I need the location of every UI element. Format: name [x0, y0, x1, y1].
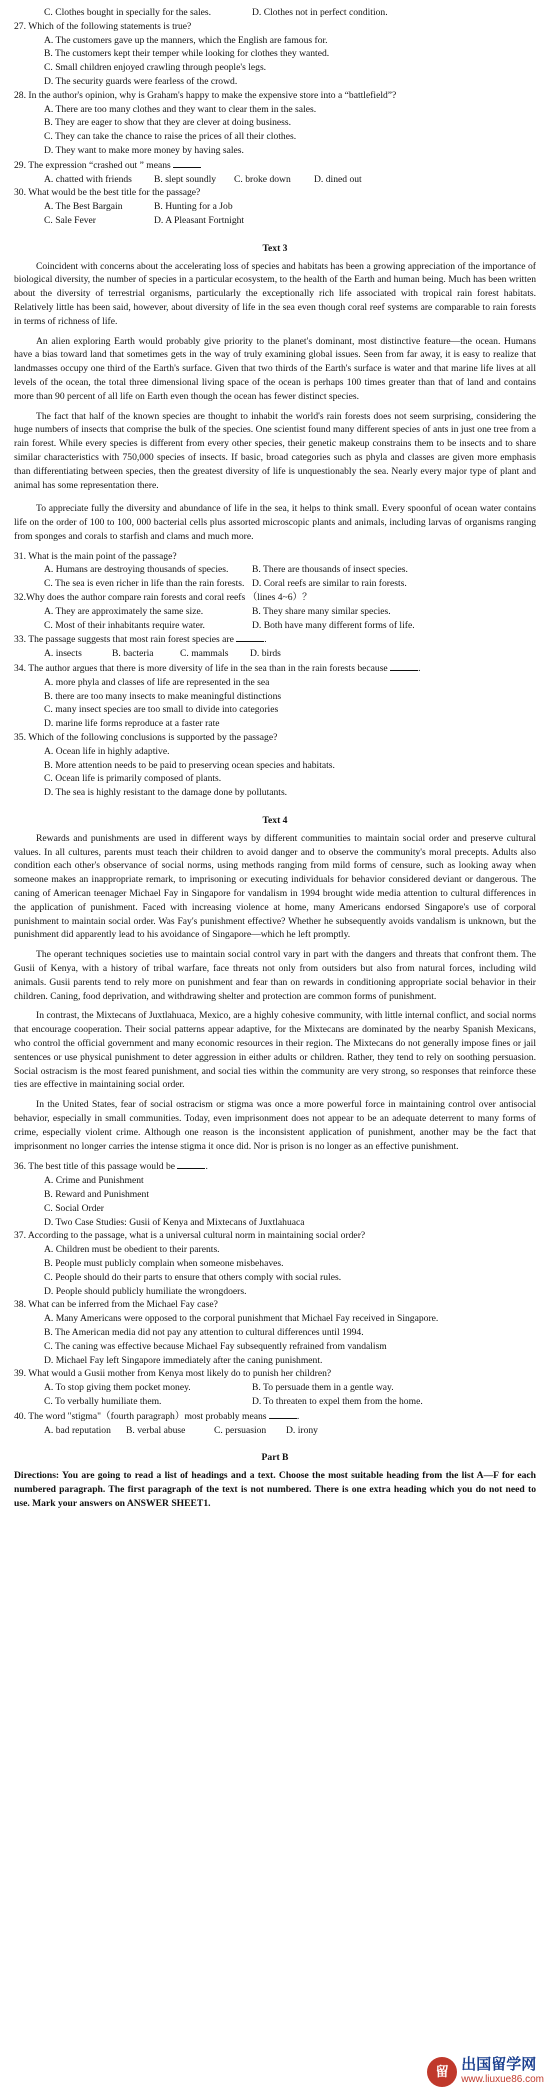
option-text: D. marine life forms reproduce at a faster rate	[44, 718, 220, 730]
option-text: C. Small children enjoyed crawling through people's legs.	[44, 62, 267, 74]
option-text: C. mammals	[180, 648, 229, 660]
option-text: C. Ocean life is primarily composed of plants.	[44, 773, 222, 785]
question-40	[14, 1409, 536, 1438]
passage-paragraph: To appreciate fully the diversity and abundance of life in the sea, it helps to think small. Every spoonful of ocean water contains life on the order of 100 to 100, 000 bacterial cells plus assorted microscopic plants and animals, including larvas of organisms ranging from sponges and corals to starfish and clams and much more.	[14, 503, 536, 542]
option-text: D. A Pleasant Fortnight	[154, 214, 245, 226]
option-text: C. The sea is even richer in life than the rain forests.	[44, 578, 245, 590]
option-text: A. Ocean life in highly adaptive.	[44, 745, 170, 757]
watermark-title: 出国留学网	[461, 2055, 537, 2073]
answer-blank	[236, 632, 264, 642]
question-stem: 32.Why does the author compare rain forests and coral reefs （lines 4~6）？	[14, 592, 312, 604]
question-stem: 28. In the author's opinion, why is Graham's happy to make the expensive store into a “battlefield”?	[14, 89, 397, 101]
question-stem: 34. The author argues that there is more diversity of life in the sea than in the rain forests because	[14, 663, 388, 675]
watermark-text	[461, 2057, 544, 2087]
option-text: C. broke down	[234, 173, 291, 185]
watermark-logo-icon: 留	[427, 2057, 457, 2087]
question-stem-line: 36. The best title of this passage would be .	[14, 1161, 208, 1173]
passage-paragraph: The operant techniques societies use to maintain social control vary in part with the dangers and threats that confront them. The Gusii of Kenya, with a history of tribal warfare, face threats not only from outsiders but also from natural forces, including wild animals. Gusii parents tend to rely more on punishment and fear than on rewards in conditioning appropriate social behavior in their children. Caning, food deprivation, and withdrawing shelter and protection are common forms of punishment.	[14, 949, 536, 1002]
question-stem: 29. The expression “crashed out ” means	[14, 159, 171, 171]
answer-blank	[173, 158, 201, 168]
option-text: D. The security guards were fearless of the crowd.	[44, 75, 238, 87]
options-row	[44, 647, 536, 661]
watermark-url: www.liuxue86.com	[461, 2074, 544, 2085]
option-text: C. The caning was effective because Michael Fay subsequently refrained from vandalism	[44, 1340, 387, 1352]
passage-paragraph: In contrast, the Mixtecans of Juxtlahuaca, Mexico, are a highly cohesive community, with little internal conflict, and social norms that encourage cooperation. Their social patterns appear adaptive, for the Mixtecans are dominated by the nearby Spanish Mexicans, who control the official government and many economic resources in their region. The Mixtecans do not generally impose fines or jail sentences or use physical punishment to deter aggression in either adults or children. Rather, they tend to rely on soothing persuasion. Social ostracism is the most feared punishment, and social ties within the community are very strong, so responses that reinforce these ties are effective in maintaining social order.	[14, 1010, 536, 1091]
options-row	[44, 214, 536, 228]
option-text: B. Reward and Punishment	[44, 1188, 149, 1200]
option-text: A. bad reputation	[44, 1424, 111, 1436]
options-row	[44, 563, 536, 577]
option-text: A. chatted with friends	[44, 173, 132, 185]
options-row	[44, 173, 536, 187]
option-text: B. There are thousands of insect species.	[252, 564, 408, 576]
passage-paragraph: Coincident with concerns about the accelerating loss of species and habitats has been a growing appreciation of the importance of biological diversity, the number of species in a particular ecosystem, to the health of the Earth and human being. Much has been written about the diversity of terrestrial organisms, particularly the exceptionally rich life associated with tropical rain forest habitats. Relatively little has been said, however, about diversity of life in the sea even though coral reef systems are comparable to rain forests in terms of richness of life.	[14, 260, 536, 327]
option-text: C. Social Order	[44, 1202, 104, 1214]
option-text: A. There are too many clothes and they want to clear them in the sales.	[44, 103, 317, 115]
question-stem-line: 40. The word "stigma"（fourth paragraph）most probably means .	[14, 1410, 300, 1422]
options-row	[44, 1424, 536, 1438]
option-text: A. Crime and Punishment	[44, 1175, 144, 1187]
option-text: A. Children must be obedient to their parents.	[44, 1244, 220, 1256]
question-stem-line: 33. The passage suggests that most rain forest species are .	[14, 634, 267, 646]
option-text: B. there are too many insects to make meaningful distinctions	[44, 690, 282, 702]
option-text: C. Sale Fever	[44, 214, 96, 226]
question-stem: 39. What would a Gusii mother from Kenya most likely do to punish her children?	[14, 1368, 332, 1380]
question-stem: 35. Which of the following conclusions is supported by the passage?	[14, 732, 278, 744]
question-36	[14, 1159, 536, 1229]
question-stem: 38. What can be inferred from the Michael Fay case?	[14, 1299, 218, 1311]
directions-text: Directions: You are going to read a list of headings and a text. Choose the most suitable heading from the list A—F for each numbered paragraph. The first paragraph of the text is not numbered. There is one extra heading which you do not need to use. Mark your answers on ANSWER SHEET1.	[14, 1470, 536, 1509]
passage-paragraph: In the United States, fear of social ostracism or stigma was once a more powerful force in maintaining control over antisocial behavior, especially in small communities. Today, even imprisonment does not appear to be an adequate deterrent to many forms of crime, especially violent crime. Although one reason is the inconsistent application of punishment, another may be the fact that imprisonment no longer carries the intense stigma it once did. Nor is prison is no longer as an effective punishment.	[14, 1099, 536, 1152]
option-text: A. Many Americans were opposed to the corporal punishment that Michael Fay received in Singapore.	[44, 1313, 439, 1325]
option-text: B. bacteria	[112, 648, 154, 660]
option-text: A. more phyla and classes of life are represented in the sea	[44, 676, 270, 688]
option-text: B. The American media did not pay any attention to cultural differences until 1994.	[44, 1326, 364, 1338]
option-text: D. To threaten to expel them from the home.	[252, 1395, 423, 1407]
question-32	[14, 591, 536, 632]
option-text: D. Michael Fay left Singapore immediately after the caning punishment.	[44, 1354, 323, 1366]
options-row	[44, 200, 536, 214]
question-39	[14, 1367, 536, 1408]
option-text: B. The customers kept their temper while looking for clothes they wanted.	[44, 48, 330, 60]
option-text: D. They want to make more money by having sales.	[44, 144, 244, 156]
option-text: C. People should do their parts to ensure that others comply with social rules.	[44, 1271, 342, 1283]
question-stem-line: 34. The author argues that there is more diversity of life in the sea than in the rain forests because .	[14, 663, 421, 675]
option-text: C. To verbally humiliate them.	[44, 1395, 162, 1407]
option-text: B. They are eager to show that they are clever at doing business.	[44, 117, 292, 129]
question-stem: 37. According to the passage, what is a universal cultural norm in maintaining social order?	[14, 1230, 366, 1242]
section-heading: Text 3	[262, 242, 288, 254]
option-text: C. persuasion	[214, 1424, 267, 1436]
question-stem: 36. The best title of this passage would be	[14, 1161, 176, 1173]
option-text: B. To persuade them in a gentle way.	[252, 1382, 394, 1394]
option-text: D. dined out	[314, 173, 362, 185]
option-text: C. Clothes bought in specially for the sales.	[44, 7, 212, 18]
question-37	[14, 1229, 536, 1298]
passage-paragraph: An alien exploring Earth would probably give priority to the planet's dominant, most distinctive feature—the ocean. Humans have a bias toward land that sometimes gets in the way of truly examining global issues. Seen from far away, it is easy to realize that landmasses occupy one third of the Earth's surface. Given that two thirds of the Earth's surface is water and that marine life lives at all levels of the ocean, the total three dimensional living space of the ocean is perhaps 100 times greater than that of land and contains more than 90 percent of all life on Earth even though the ocean has fewer distinct species.	[14, 335, 536, 402]
option-text: B. More attention needs to be paid to preserving ocean species and habitats.	[44, 759, 335, 771]
passage-paragraph: Rewards and punishments are used in different ways by different communities to maintain social order and preserve cultural values. In all cultures, parents must teach their children to avoid danger and to observe the community's moral precepts. Adults also condition each other's observance of social norms, using methods ranging from mild forms of censure, such as looking away when someone makes an inappropriate remark, to imprisoning or executing individuals for behavior considered deviant or dangerous. The caning of American teenager Michael Fay in Singapore for vandalism in 1994 brought wide media attention to cultural differences in the application of punishment. Faced with increasing violence at home, many Americans endorsed Singapore's use of corporal punishment to maintain social order. Was Fay's punishment effective? Whether he subsequently avoids vandalism is unknown, but the punishment did apparently lead to his avoidance of Singapore—which he left promptly.	[14, 832, 536, 941]
question-stem: 40. The word "stigma"（fourth paragraph）most probably means	[14, 1410, 267, 1422]
options-row	[44, 577, 536, 591]
question-29	[14, 158, 536, 187]
passage-paragraph: The fact that half of the known species are thought to inhabit the world's rain forests does not seem surprising, considering the huge numbers of insects that comprise the bulk of the species. One scientist found many different species of ants in just one tree from a rain forest. While every species is different from every other species, their genetic makeup constrains them to be insects and to share similar characteristics with 750,000 species of insects. If basic, broad categories such as phyla and classes are given more emphasis than differentiating between species, then the greatest diversity of life is unquestionably the sea. Nearly every major type of plant and animal has some representation there.	[14, 410, 536, 491]
option-text: D. People should publicly humiliate the wrongdoers.	[44, 1285, 247, 1297]
options-row	[44, 605, 536, 619]
option-text: A. They are approximately the same size.	[44, 605, 204, 617]
option-text: B. slept soundly	[154, 173, 217, 185]
question-34	[14, 661, 536, 731]
section-heading: Text 4	[262, 815, 288, 827]
question-stem: 27. Which of the following statements is true?	[14, 20, 192, 32]
option-text: C. many insect species are too small to divide into categories	[44, 704, 279, 716]
answer-blank	[269, 1409, 297, 1419]
option-text: D. Two Case Studies: Gusii of Kenya and Mixtecans of Juxtlahuaca	[44, 1216, 305, 1228]
question-33	[14, 632, 536, 661]
intro-options	[44, 6, 536, 20]
option-text: D. Coral reefs are similar to rain forests.	[252, 578, 407, 590]
option-text: D. Clothes not in perfect condition.	[252, 7, 388, 18]
option-text: A. insects	[44, 648, 82, 660]
option-text: B. People must publicly complain when someone misbehaves.	[44, 1257, 284, 1269]
options-row	[44, 619, 536, 633]
answer-blank	[177, 1159, 205, 1169]
question-stem: 31. What is the main point of the passage?	[14, 550, 177, 562]
option-text: C. Most of their inhabitants require water.	[44, 619, 205, 631]
option-text: A. The Best Bargain	[44, 201, 123, 213]
question-38	[14, 1298, 536, 1367]
question-28	[14, 89, 536, 158]
option-text: B. They share many similar species.	[252, 605, 391, 617]
question-stem: 33. The passage suggests that most rain forest species are	[14, 634, 234, 646]
question-stem: 30. What would be the best title for the passage?	[14, 187, 201, 199]
option-text: A. The customers gave up the manners, which the English are famous for.	[44, 34, 328, 46]
question-30	[14, 186, 536, 227]
option-text: D. irony	[286, 1424, 318, 1436]
site-watermark	[427, 2057, 544, 2087]
option-text: D. birds	[250, 648, 281, 660]
option-text: B. verbal abuse	[126, 1424, 186, 1436]
option-text: C. They can take the chance to raise the prices of all their clothes.	[44, 131, 297, 143]
exam-content	[14, 6, 536, 1510]
option-text: A. To stop giving them pocket money.	[44, 1382, 191, 1394]
question-35	[14, 731, 536, 800]
section-heading: Part B	[261, 1452, 289, 1464]
option-text: B. Hunting for a Job	[154, 201, 233, 213]
option-text: D. Both have many different forms of life.	[252, 619, 415, 631]
option-text: D. The sea is highly resistant to the damage done by pollutants.	[44, 787, 288, 799]
question-stem-line	[14, 158, 536, 173]
question-27	[14, 20, 536, 89]
answer-blank	[390, 661, 418, 671]
options-row	[44, 1381, 536, 1395]
question-31	[14, 550, 536, 591]
options-row	[44, 1395, 536, 1409]
option-text: A. Humans are destroying thousands of species.	[44, 564, 229, 576]
